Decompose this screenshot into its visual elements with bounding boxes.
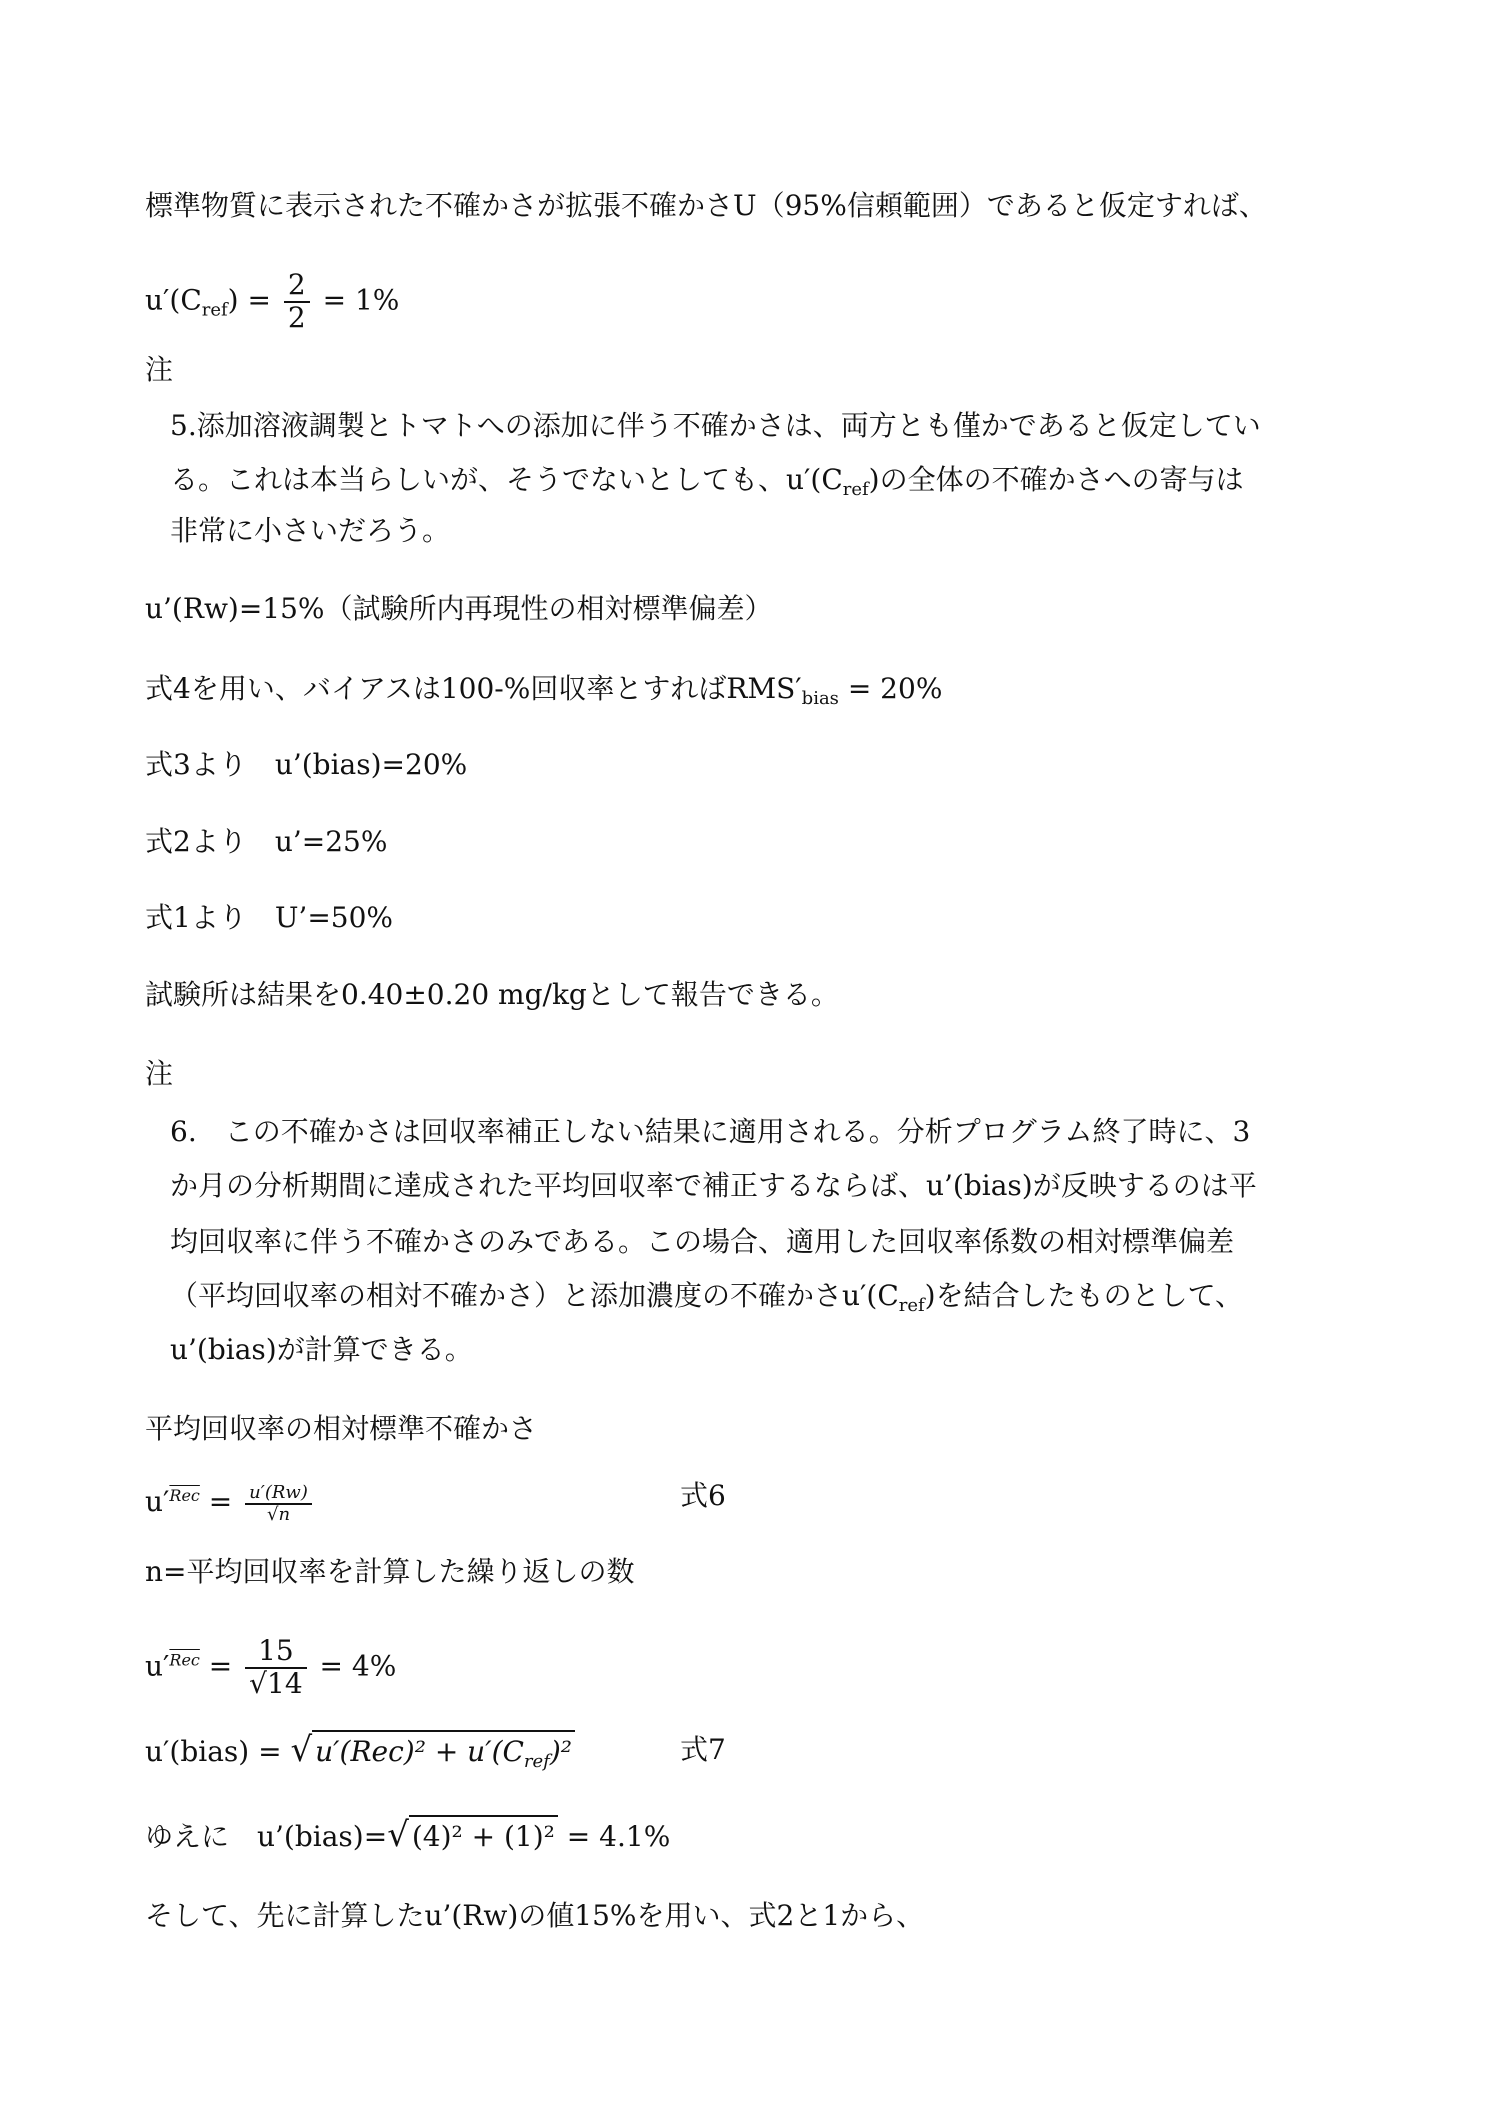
eq6-den: √n: [245, 1503, 312, 1525]
rec-heading: 平均回収率の相対標準不確かさ: [145, 1412, 538, 1445]
report-statement: 試験所は結果を0.40±0.20 mg/kgとして報告できる。: [145, 978, 839, 1011]
eq4-b: = 20%: [838, 672, 943, 705]
eq6-eq: =: [208, 1485, 233, 1518]
note5-line2: [170, 460, 1244, 510]
therefore-radicand: (4)² + (1)²: [409, 1815, 558, 1857]
eq7-sub: ref: [523, 1751, 550, 1772]
eq3-result: 式3より u’(bias)=20%: [145, 748, 468, 781]
note6-line4: [170, 1276, 1243, 1326]
eq4-sub: bias: [801, 688, 839, 709]
eq-cref-lhs: u′(C: [145, 283, 202, 317]
note6-line4-sub: ref: [898, 1295, 925, 1316]
note6-line3: 均回収率に伴う不確かさのみである。この場合、適用した回収率係数の相対標準偏差: [170, 1225, 1235, 1258]
calc-fraction: [245, 1636, 306, 1700]
eq7-label: 式7: [680, 1733, 726, 1766]
eq-cref-mid: ) =: [227, 283, 271, 317]
eq7-lhs: u′(bias) =: [145, 1735, 282, 1768]
eq2-result: 式2より u’=25%: [145, 825, 388, 858]
equation-7: [145, 1730, 726, 1782]
eq4-a: 式4を用い、バイアスは100-%回収率とすればRMS′: [145, 672, 802, 705]
note6-line2: か月の分析期間に達成された平均回収率で補正するならば、u’(bias)が反映するのは平: [170, 1169, 1257, 1202]
equation-6: [145, 1476, 726, 1532]
note5-line3: 非常に小さいだろう。: [170, 514, 451, 547]
note6-line5: u’(bias)が計算できる。: [170, 1333, 473, 1366]
eq7-body: u′(Rec)² + u′(C: [315, 1735, 524, 1768]
calc-lhs: u′: [145, 1649, 170, 1683]
equation-cref: [145, 270, 399, 334]
eq-cref-fraction: [284, 270, 310, 334]
eq6-fraction: [245, 1483, 312, 1525]
eq6-lhs: u′: [145, 1485, 170, 1518]
eq6-num: u′(Rw): [249, 1481, 308, 1503]
eq-cref-rhs: = 1%: [322, 283, 400, 317]
therefore-b: = 4.1%: [557, 1820, 671, 1853]
therefore-radical: √: [387, 1815, 409, 1855]
eq-cref-sub: ref: [201, 299, 228, 321]
rw-definition: u’(Rw)=15%（試験所内再現性の相対標準偏差）: [145, 592, 773, 625]
eq4-rms: [145, 669, 942, 719]
equation-rec-calc: [145, 1636, 396, 1700]
note6-line1: 6. この不確かさは回収率補正しない結果に適用される。分析プログラム終了時に、3: [170, 1115, 1251, 1148]
note5-line2-b: )の全体の不確かさへの寄与は: [868, 463, 1244, 496]
eq-cref-den: 2: [284, 301, 310, 334]
eq1-result: 式1より U’=50%: [145, 901, 394, 934]
note6-line4-a: （平均回収率の相対不確かさ）と添加濃度の不確かさu′(C: [170, 1279, 899, 1312]
eq6-label: 式6: [680, 1479, 726, 1512]
eq7-radical: √: [290, 1730, 313, 1770]
note6-line4-b: )を結合したものとして、: [924, 1279, 1244, 1312]
therefore-line: [145, 1815, 670, 1857]
calc-den: √14: [245, 1667, 306, 1700]
calc-rhs: = 4%: [319, 1649, 397, 1683]
final-statement: そして、先に計算したu’(Rw)の値15%を用い、式2と1から、: [145, 1899, 925, 1932]
eq7-radicand: [312, 1730, 575, 1782]
paragraph-assumption: 標準物質に表示された不確かさが拡張不確かさU（95%信頼範囲）であると仮定すれば、: [145, 189, 1267, 222]
calc-eq: =: [208, 1649, 233, 1683]
note-heading-1: 注: [145, 353, 174, 386]
note5-line2-a: る。これは本当らしいが、そうでないとしても、u′(C: [170, 463, 843, 496]
therefore-a: ゆえに u’(bias)=: [145, 1820, 388, 1853]
calc-num: 15: [258, 1634, 294, 1667]
eq6-rec: Rec: [169, 1486, 200, 1505]
calc-rec: Rec: [169, 1650, 200, 1670]
note5-line1: 5.添加溶液調製とトマトへの添加に伴う不確かさは、両方とも僅かであると仮定してい: [170, 409, 1261, 442]
note5-line2-sub: ref: [842, 479, 869, 500]
note-heading-2: 注: [145, 1057, 174, 1090]
n-definition: n=平均回収率を計算した繰り返しの数: [145, 1555, 635, 1588]
eq-cref-num: 2: [287, 268, 306, 301]
eq7-end: )²: [549, 1735, 572, 1768]
